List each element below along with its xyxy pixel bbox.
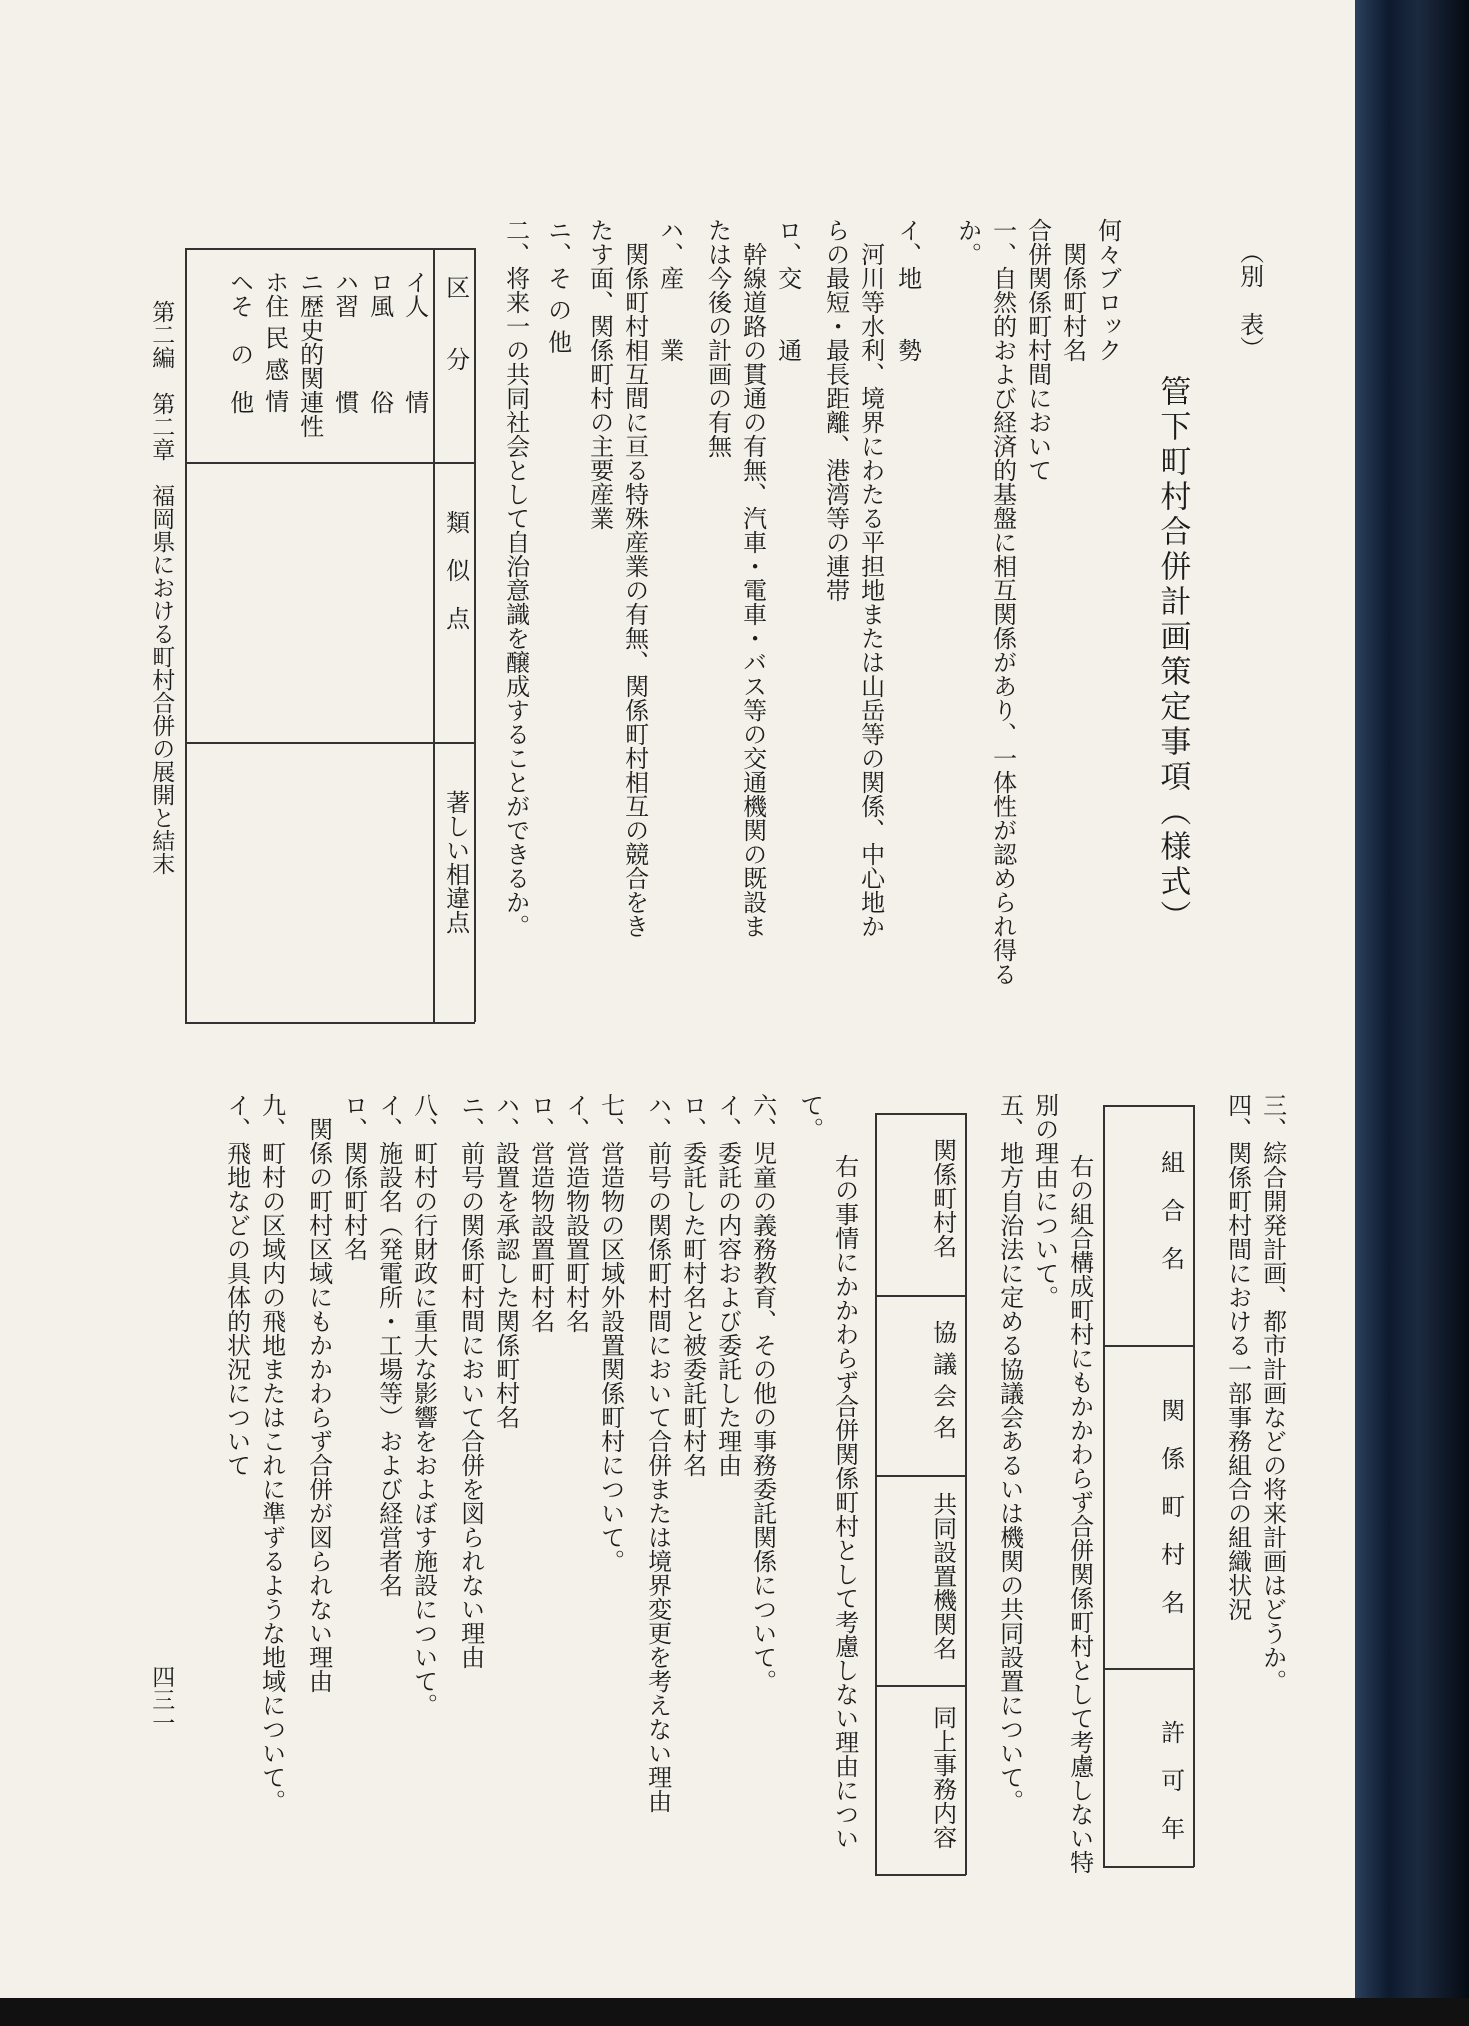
text-line: ニ、そ の 他 [543,218,572,354]
text-line: 八、町村の行財政に重大な影響をおよぼす施設について。 [409,1093,438,1717]
text-line: て。 [795,1093,824,1141]
scan-edge [0,1998,1469,2026]
table-header: 区 分 [441,275,470,371]
text-line: 右の事情にかかわらず合併関係町村として考慮しない理由につい [830,1130,859,1850]
book-spine [1355,0,1469,2026]
text-line: 河川等水利、境界にわたる平担地または山岳等の関係、中心地か [856,218,885,938]
table-header: 組 合 名 [1156,1150,1185,1270]
table-header: 協 議 会 名 [928,1320,957,1439]
text-line: ロ、交 通 [773,218,802,362]
text-line: イ、委託の内容および委託した理由 [713,1093,742,1477]
text-line: 七、営造物の区域外設置関係町村について。 [596,1093,625,1573]
chapter-footer: 第二編 第二章 福岡県における町村合併の展開と結末 [148,300,175,875]
text-line: 五、地方自治法に定める協議会あるいは機関の共同設置について。 [995,1093,1024,1813]
text-line: 三、綜合開発計画、都市計画などの将来計画はどうか。 [1258,1093,1287,1693]
text-line: イ、営造物設置町村名 [561,1093,590,1333]
page-label: （別 表） [1235,240,1264,360]
table-row-label: ホ住 民 感 情 [260,270,289,413]
text-line: ニ、前号の関係町村間において合併を図られない理由 [456,1093,485,1669]
page-number: 四三一 [148,1665,175,1734]
table-header: 許 可 年 [1156,1720,1185,1840]
text-line: らの最短・最長距離、港湾等の連帯 [821,218,850,602]
text-line: 別の理由について。 [1030,1093,1059,1309]
text-line: ロ、関係町村名 [339,1093,368,1261]
text-line: ハ、設置を承認した関係町村名 [491,1093,520,1429]
text-line: 四、関係町村間における一部事務組合の組織状況 [1223,1093,1252,1621]
text-line: 関係町村名 [1058,218,1087,362]
text-line: 合併関係町村間において [1023,218,1052,482]
text-line: イ、施設名（発電所・工場等）および経営者名 [374,1093,403,1597]
table-row-label: ハ習 慣 [330,270,359,414]
table-row-label: ヘそ の 他 [225,270,254,414]
page-title: 管下町村合併計画策定事項（様式） [1154,375,1191,935]
text-line: ハ、前号の関係町村間において合併または境界変更を考えない理由 [643,1093,672,1813]
table-header: 同上事務内容 [928,1705,957,1849]
text-line: 何々ブロック [1093,218,1122,362]
text-line: 幹線道路の貫通の有無、汽車・電車・バス等の交通機関の既設ま [738,218,767,938]
text-line: ロ、委託した町村名と被委託町村名 [678,1093,707,1477]
text-line: ロ、営造物設置町村名 [526,1093,555,1333]
text-line: たは今後の計画の有無 [703,218,732,458]
text-line: 二、将来一の共同社会として自治意識を醸成することができるか。 [501,218,530,938]
text-line: 右の組合構成町村にもかかわらず合併関係町村として考慮しない特 [1065,1130,1094,1874]
text-line: 関係の町村区域にもかかわらず合併が図られない理由 [304,1093,333,1693]
text-line: イ、地 勢 [893,218,922,362]
text-line: 六、児童の義務教育、その他の事務委託関係について。 [748,1093,777,1693]
table-header: 関 係 町 村 名 [1156,1398,1185,1614]
table-header: 関係町村名 [928,1138,957,1258]
text-line: 九、町村の区域内の飛地またはこれに準ずるような地域について。 [257,1093,286,1813]
table-header: 共同設置機関名 [928,1492,957,1660]
text-line: イ、飛地などの具体的状況について [222,1093,251,1477]
text-line: たす面、関係町村の主要産業 [585,218,614,530]
text-line: 一、自然的および経済的基盤に相互関係があり、一体性が認められ得る [988,218,1017,986]
table-row-label: ロ風 俗 [365,270,394,414]
table-header: 類 似 点 [441,510,470,630]
table-header: 著しい相違点 [441,790,470,934]
text-line: 関係町村相互間に亘る特殊産業の有無、関係町村相互の競合をき [620,218,649,938]
text-line: ハ、産 業 [655,218,684,362]
text-line: か。 [953,218,982,266]
table-row-label: イ人 情 [400,270,429,414]
table-row-label: ニ歴史的関連性 [295,270,324,438]
